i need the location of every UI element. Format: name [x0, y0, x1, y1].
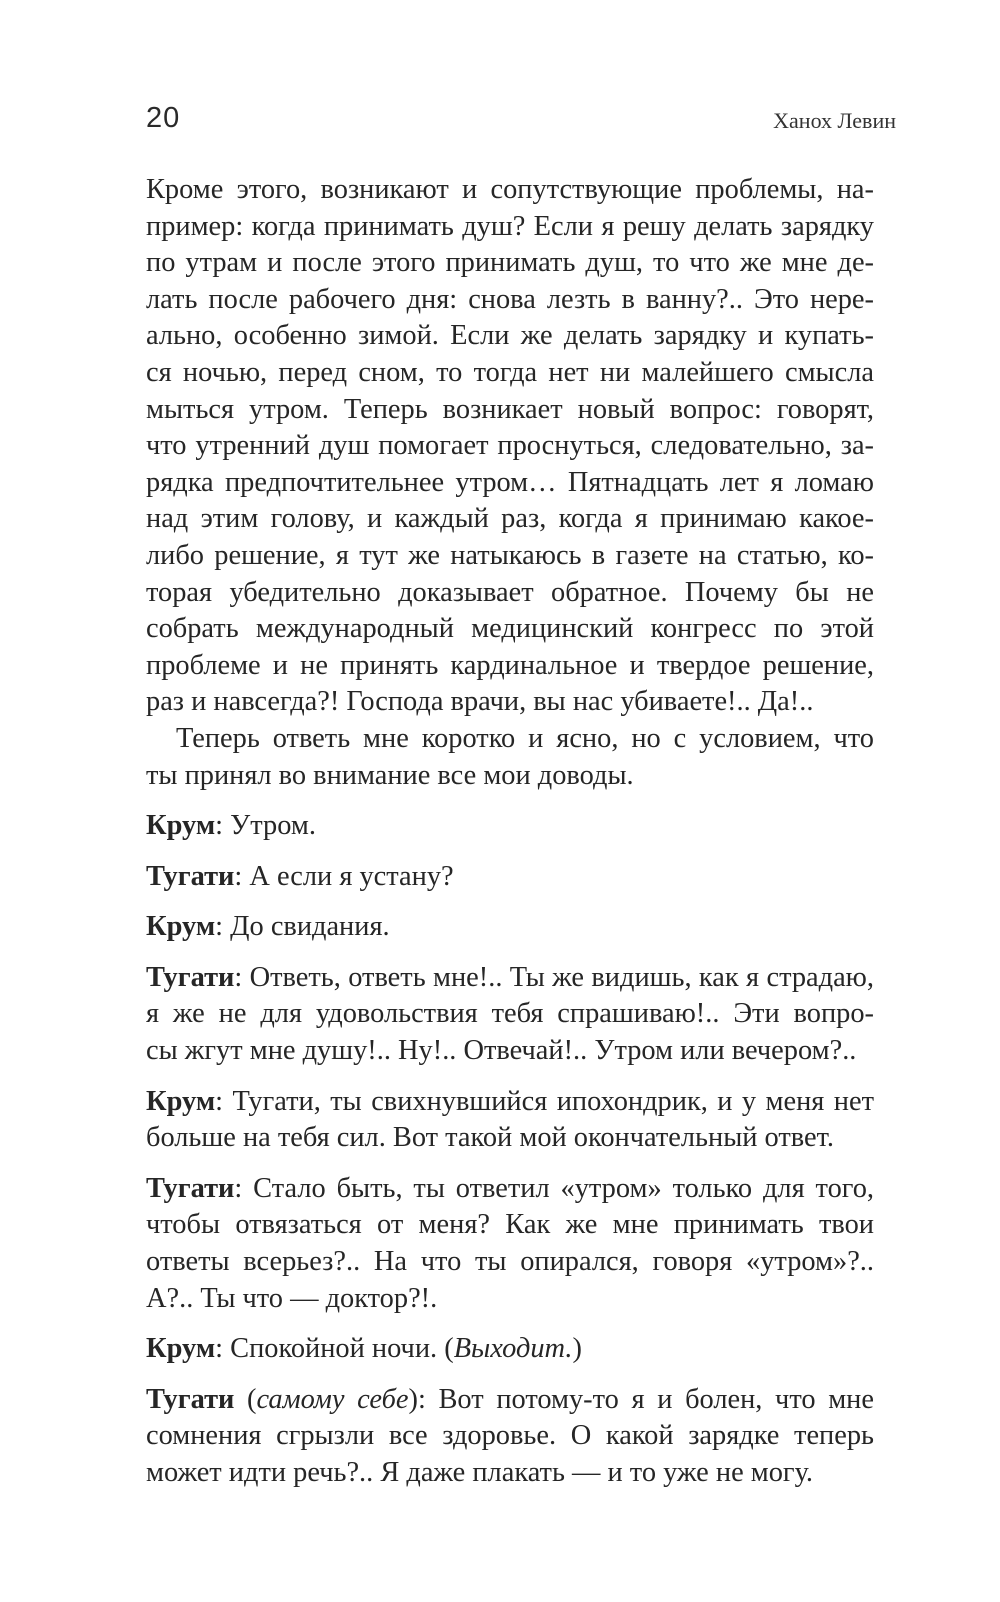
speech-text: : А если я устану? [234, 860, 454, 892]
text-line: Кроме этого, возникают и сопутствующие проблемы, на- [146, 174, 874, 205]
speaker-name: Тугати [146, 860, 235, 892]
text-line: раз и навсегда?! Господа врачи, вы нас убиваете!.. Да!.. [146, 686, 814, 718]
speech-text: : Утром. [215, 810, 316, 842]
text-line: сомнения сгрызли все здоровье. О какой зарядке теперь [146, 1420, 874, 1452]
speaker-name: Тугати [146, 1172, 235, 1204]
dialogue-line [146, 859, 874, 896]
speech-text: : Спокойной ночи. ( [215, 1333, 454, 1365]
text-line: либо решение, я тут же натыкаюсь в газете на статью, ко- [146, 539, 874, 571]
dialogue-line [146, 1382, 874, 1492]
speaker-name: Тугати [146, 1383, 235, 1415]
speaker-name: Тугати [146, 961, 235, 993]
speaker-name: Крум [146, 1085, 216, 1117]
text-line: рядка предпочтительнее утром… Пятнадцать лет я ломаю [146, 466, 874, 498]
speech-text: : Стало быть, ты ответил «утром» только для того, [234, 1172, 874, 1204]
text-line: ты принял во внимание все мои доводы. [146, 759, 634, 791]
page-body [146, 172, 874, 1492]
running-head: Ханох Левин [773, 108, 896, 133]
speech-text: : Тугати, ты свихнувшийся ипохондрик, и у меня нет [215, 1085, 874, 1117]
text-line: собрать международный медицинский конгресс по этой [146, 613, 874, 645]
text-line: ально, особенно зимой. Если же делать зарядку и купать- [146, 320, 874, 352]
text-line: Теперь ответь мне коротко и ясно, но с условием, что [176, 722, 874, 754]
text-line: может идти речь?.. Я даже плакать — и то уже не могу. [146, 1457, 814, 1488]
text-line: по утрам и после этого принимать душ, то что же мне де- [146, 247, 874, 279]
speech-text: ): Вот потому-то я и болен, что мне [408, 1383, 874, 1415]
text-line: сы жгут мне душу!.. Ну!.. Отвечай!.. Утром или вечером?.. [146, 1035, 857, 1067]
dialogue-line [146, 1084, 874, 1157]
stage-direction: самому себе [256, 1383, 409, 1415]
text-line: проблеме и не принять кардинальное и твердое решение, [146, 649, 874, 681]
dialogue-line [146, 960, 874, 1070]
text-line: чтобы отвязаться от меня? Как же мне принимать твои [146, 1209, 874, 1241]
text-line: ответы всерьез?.. На что ты опирался, говоря «утром»?.. [146, 1246, 874, 1278]
speech-text: : До свидания. [215, 911, 390, 943]
text-line: А?.. Ты что — доктор?!. [146, 1282, 438, 1314]
monologue-paragraph [146, 172, 874, 721]
speaker-name: Крум [146, 810, 216, 842]
text-line: ся ночью, перед сном, то тогда нет ни малейшего смысла [146, 356, 874, 388]
speaker-name: Крум [146, 1333, 216, 1365]
page-number: 20 [146, 102, 181, 134]
dialogue-line [146, 909, 874, 946]
text-line: я же не для удовольствия тебя спрашиваю!.. Эти вопро- [146, 998, 874, 1030]
stage-close: ) [572, 1333, 582, 1365]
dialogue-line [146, 1171, 874, 1317]
stage-direction: Выходит. [453, 1333, 573, 1365]
speaker-name: Крум [146, 911, 216, 943]
text-line: мыться утром. Теперь возникает новый вопрос: говорят, [146, 393, 874, 425]
text-line: пример: когда принимать душ? Если я решу делать зарядку [146, 210, 874, 242]
text-line: больше на тебя сил. Вот такой мой окончательный ответ. [146, 1122, 834, 1154]
page-header [146, 102, 896, 142]
text-line: над этим голову, и каждый раз, когда я принимаю какое- [146, 503, 874, 535]
text-line: лать после рабочего дня: снова лезть в ванну?.. Это нере- [146, 283, 874, 315]
monologue-continuation [146, 721, 874, 794]
stage-open: ( [234, 1383, 257, 1415]
dialogue-line [146, 808, 874, 845]
speech-text: : Ответь, ответь мне!.. Ты же видишь, как я страдаю, [234, 961, 874, 993]
dialogue-line [146, 1331, 874, 1368]
text-line: что утренний душ помогает проснуться, следовательно, за- [146, 430, 874, 462]
text-line: торая убедительно доказывает обратное. Почему бы не [146, 576, 874, 608]
